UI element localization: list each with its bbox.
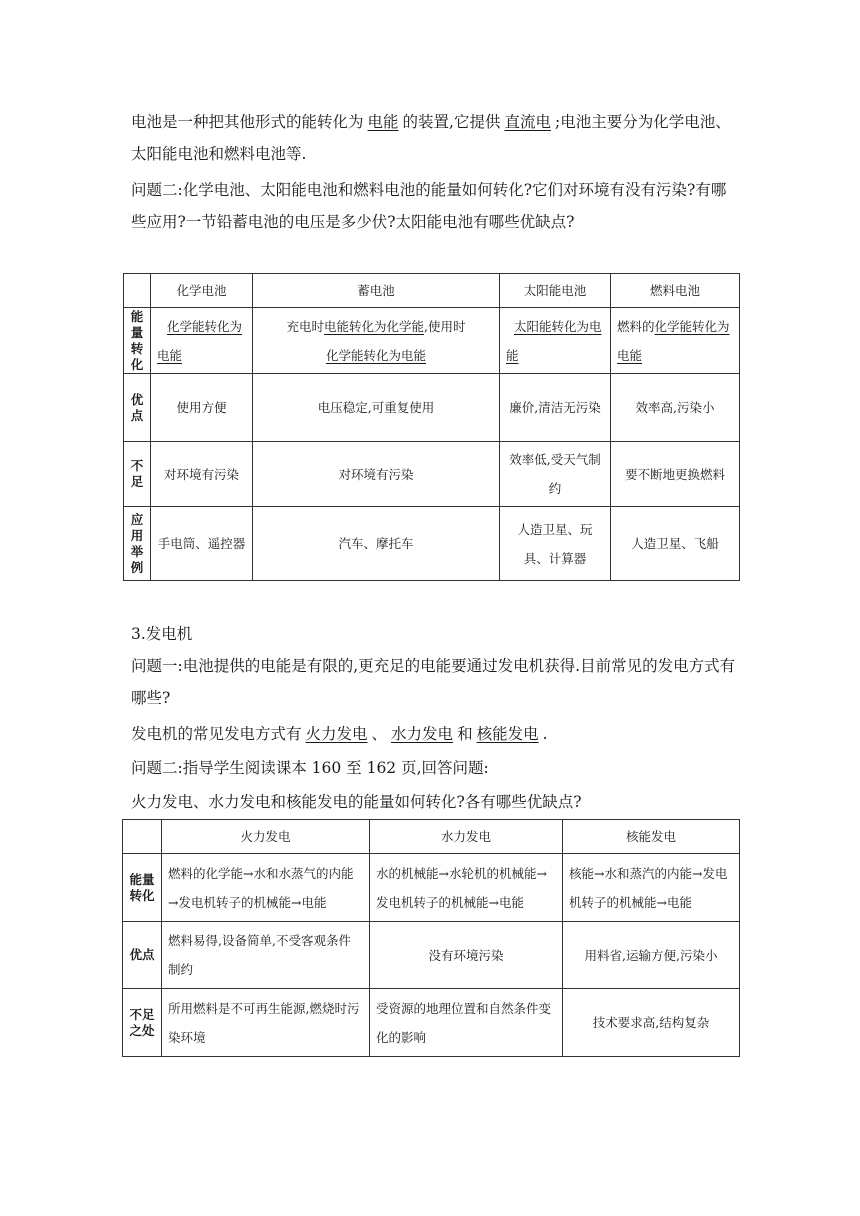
table-cell: 廉价,清洁无污染 [500,374,611,442]
power-generation-table [122,819,740,1057]
question-one-generator: 问题一:电池提供的电能是有限的,更充足的电能要通过发电机获得.目前常见的发电方式有哪些? [131,657,736,707]
answer-blank-thermal: 火力发电 [305,725,368,743]
column-header: 太阳能电池 [500,274,611,308]
column-header: 核能发电 [563,820,740,854]
answer-blank-direct-current: 直流电 [504,113,551,131]
table-cell: 用料省,运输方便,污染小 [563,922,740,989]
table-cell: 人造卫星、玩具、计算器 [500,507,611,581]
question-two-battery: 问题二:化学电池、太阳能电池和燃料电池的能量如何转化?它们对环境有没有污染?有哪些应用?一节铅蓄电池的电压是多少伏?太阳能电池有哪些优缺点? [131,181,727,231]
table-row [123,922,740,989]
table-cell: 水的机械能→水轮机的机械能→发电机转子的机械能→电能 [370,854,563,922]
table-cell: 太阳能转化为电能 [500,308,611,374]
table-cell: 化学能转化为电能 [151,308,253,374]
column-header: 蓄电池 [253,274,500,308]
answer-blank-nuclear: 核能发电 [476,725,539,743]
table-row [123,989,740,1057]
table-cell: 对环境有污染 [253,442,500,507]
row-header: 能量转化 [123,854,162,922]
column-header: 火力发电 [162,820,370,854]
row-header: 优点 [124,374,151,442]
row-header: 不足之处 [123,989,162,1057]
table-header-row [123,820,740,854]
corner-cell [123,820,162,854]
generation-methods-answer: 发电机的常见发电方式有 火力发电 、 水力发电 和 核能发电 . [131,725,548,743]
table-row [123,854,740,922]
column-header: 水力发电 [370,820,563,854]
table-cell: 所用燃料是不可再生能源,燃烧时污染环境 [162,989,370,1057]
table-cell: 充电时电能转化为化学能,使用时 化学能转化为电能 [253,308,500,374]
row-header: 应用举例 [124,507,151,581]
table-cell: 使用方便 [151,374,253,442]
table-cell: 汽车、摩托车 [253,507,500,581]
table-cell: 燃料的化学能转化为电能 [611,308,740,374]
table-cell: 核能→水和蒸汽的内能→发电机转子的机械能→电能 [563,854,740,922]
intro-text: 的装置,它提供 [402,113,501,131]
answer-blank-hydro: 水力发电 [391,725,454,743]
row-header: 优点 [123,922,162,989]
table-row [124,442,740,507]
battery-comparison-table [123,273,740,581]
column-header: 燃料电池 [611,274,740,308]
question-two-generator-sub: 火力发电、水力发电和核能发电的能量如何转化?各有哪些优缺点? [131,793,582,811]
table-cell: 燃料的化学能→水和水蒸气的内能→发电机转子的机械能→电能 [162,854,370,922]
table-cell: 没有环境污染 [370,922,563,989]
table-cell: 效率高,污染小 [611,374,740,442]
column-header: 化学电池 [151,274,253,308]
table-cell: 电压稳定,可重复使用 [253,374,500,442]
table-row [124,308,740,374]
table-cell: 手电筒、遥控器 [151,507,253,581]
table-cell: 要不断地更换燃料 [611,442,740,507]
table-cell: 受资源的地理位置和自然条件变化的影响 [370,989,563,1057]
table-cell: 效率低,受天气制约 [500,442,611,507]
table-cell: 人造卫星、飞船 [611,507,740,581]
corner-cell [124,274,151,308]
battery-intro-paragraph [131,106,741,170]
table-row [124,507,740,581]
intro-text: ;电池主要分为化学电池、太阳能电池和燃料电池等. [131,113,731,163]
section-title-generator: 3.发电机 [131,625,193,643]
table-cell: 燃料易得,设备简单,不受客观条件制约 [162,922,370,989]
table-cell: 技术要求高,结构复杂 [563,989,740,1057]
table-cell: 对环境有污染 [151,442,253,507]
row-header: 能量转化 [124,308,151,374]
answer-blank-electric-energy: 电能 [367,113,399,131]
table-header-row [124,274,740,308]
table-row [124,374,740,442]
row-header: 不足 [124,442,151,507]
intro-text: 电池是一种把其他形式的能转化为 [131,113,364,131]
question-two-generator: 问题二:指导学生阅读课本 160 至 162 页,回答问题: [131,759,489,777]
